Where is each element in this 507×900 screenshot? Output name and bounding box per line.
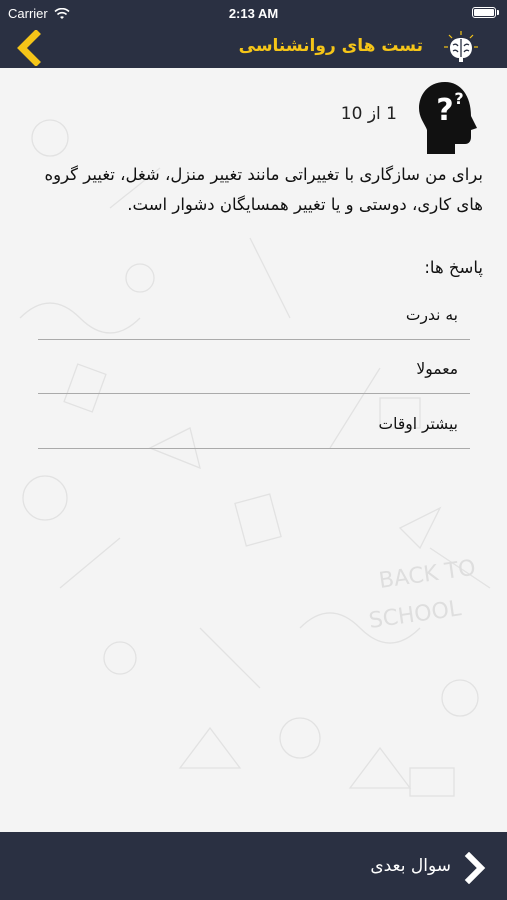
svg-text:?: ? (454, 89, 464, 108)
chevron-right-icon (463, 852, 487, 884)
question-panel (0, 68, 507, 832)
status-bar (0, 0, 507, 28)
answer-option[interactable] (38, 403, 470, 449)
answer-option[interactable] (38, 348, 470, 394)
back-button[interactable] (12, 30, 46, 66)
nav-bar (0, 28, 507, 68)
svg-text:SCHOOL: SCHOOL (367, 596, 463, 634)
status-time: 2:13 AM (228, 6, 279, 21)
answer-label: به ندرت (405, 306, 458, 324)
svg-text:BACK TO: BACK TO (377, 555, 478, 594)
carrier-label: Carrier (8, 6, 48, 21)
answers-label: پاسخ ها: (424, 258, 483, 277)
page-title: تست های روانشناسی (238, 36, 423, 56)
question-counter: 1 از 10 (340, 104, 397, 124)
next-question-button[interactable] (317, 844, 497, 888)
svg-text:?: ? (436, 93, 454, 128)
brain-icon (443, 30, 479, 66)
answer-label: بیشتر اوقات (378, 415, 458, 433)
answer-label: معمولا (416, 360, 458, 378)
next-question-label: سوال بعدی (370, 856, 451, 876)
battery-icon (472, 7, 499, 18)
bottom-bar (0, 832, 507, 900)
head-question-icon (415, 78, 483, 158)
answer-option[interactable] (38, 294, 470, 340)
chevron-left-icon (12, 30, 46, 66)
question-text: برای من سازگاری با تغییراتی مانند تغییر منزل، شغل، تغییر گروه های کاری، دوستی و یا تغییر همسایگان دشوار است. (44, 165, 483, 214)
